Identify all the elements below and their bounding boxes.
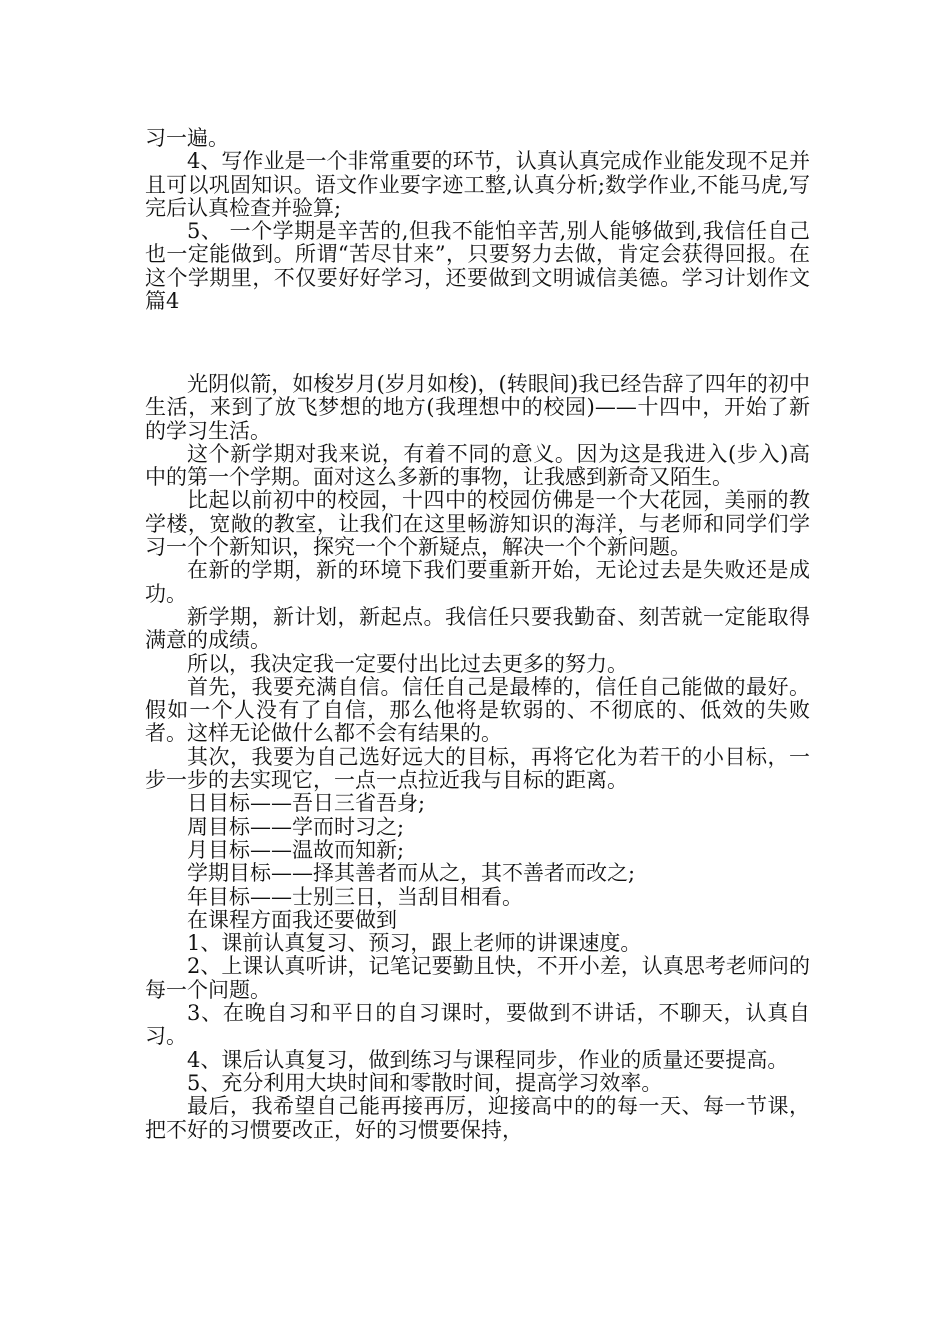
paragraph: 1、课前认真复习、预习，跟上老师的讲课速度。 [187, 931, 642, 956]
text-section-main [145, 373, 810, 1142]
paragraph: 其次，我要为自己选好远大的目标，再将它化为若干的小目标，一步一步的去实现它，一点一点拉近我与目标的距离。 [145, 744, 810, 793]
paragraph: 这个新学期对我来说，有着不同的意义。因为这是我进入(步入)高中的第一个学期。面对这么多新的事物，让我感到新奇又陌生。 [145, 441, 810, 490]
paragraph: 5、 一个学期是辛苦的,但我不能怕辛苦,别人能够做到,我信任自己也一定能做到。所谓“苦尽甘来”，只要努力去做，肯定会获得回报。在这个学期里，不仅要好好学习，还要做到文明诚信美德。学习计划作文 篇4 [145, 219, 810, 314]
paragraph: 4、写作业是一个非常重要的环节，认真认真完成作业能发现不足并且可以巩固知识。语文作业要字迹工整,认真分析;数学作业,不能马虎,写完后认真检查并验算; [145, 149, 810, 220]
paragraph: 年目标——士别三日，当刮目相看。 [187, 884, 523, 909]
paragraph: 5、充分利用大块时间和零散时间，提高学习效率。 [187, 1070, 663, 1095]
paragraph: 最后，我希望自己能再接再厉，迎接高中的的每一天、每一节课，把不好的习惯要改正，好的习惯要保持， [145, 1094, 810, 1142]
paragraph: 比起以前初中的校园，十四中的校园仿佛是一个大花园，美丽的教学楼，宽敞的教室，让我们在这里畅游知识的海洋，与老师和同学们学习一个个新知识，探究一个个新疑点，解决一个个新问题。 [145, 488, 810, 560]
text-section-top [145, 127, 810, 313]
paragraph: 周目标——学而时习之; [187, 814, 405, 839]
paragraph: 首先，我要充满自信。信任自己是最棒的，信任自己能做的最好。假如一个人没有了自信，那么他将是软弱的、不彻底的、低效的失败者。这样无论做什么都不会有结果的。 [145, 674, 810, 746]
paragraph: 新学期，新计划，新起点。我信任只要我勤奋、刻苦就一定能取得满意的成绩。 [145, 604, 810, 653]
paragraph: 学期目标——择其善者而从之，其不善者而改之; [187, 861, 636, 886]
paragraph: 月目标——温故而知新; [187, 837, 405, 862]
paragraph: 4、课后认真复习，做到练习与课程同步，作业的质量还要提高。 [187, 1047, 789, 1072]
paragraph: 习一遍。 [145, 126, 229, 150]
paragraph: 光阴似箭，如梭岁月(岁月如梭)，(转眼间)我已经告辞了四年的初中生活，来到了放飞梦想的地方(我理想中的校园)——十四中，开始了新的学习生活。 [145, 372, 810, 443]
paragraph: 在新的学期，新的环境下我们要重新开始，无论过去是失败还是成功。 [145, 558, 810, 606]
paragraph: 2、上课认真听讲，记笔记要勤且快，不开小差，认真思考老师问的每一个问题。 [145, 954, 810, 1002]
paragraph: 3、在晚自习和平日的自习课时，要做到不讲话，不聊天，认真自习。 [145, 1001, 810, 1049]
paragraph: 所以，我决定我一定要付出比过去更多的努力。 [187, 651, 628, 676]
paragraph: 在课程方面我还要做到 [187, 907, 397, 932]
paragraph: 日目标——吾日三省吾身; [187, 791, 426, 816]
